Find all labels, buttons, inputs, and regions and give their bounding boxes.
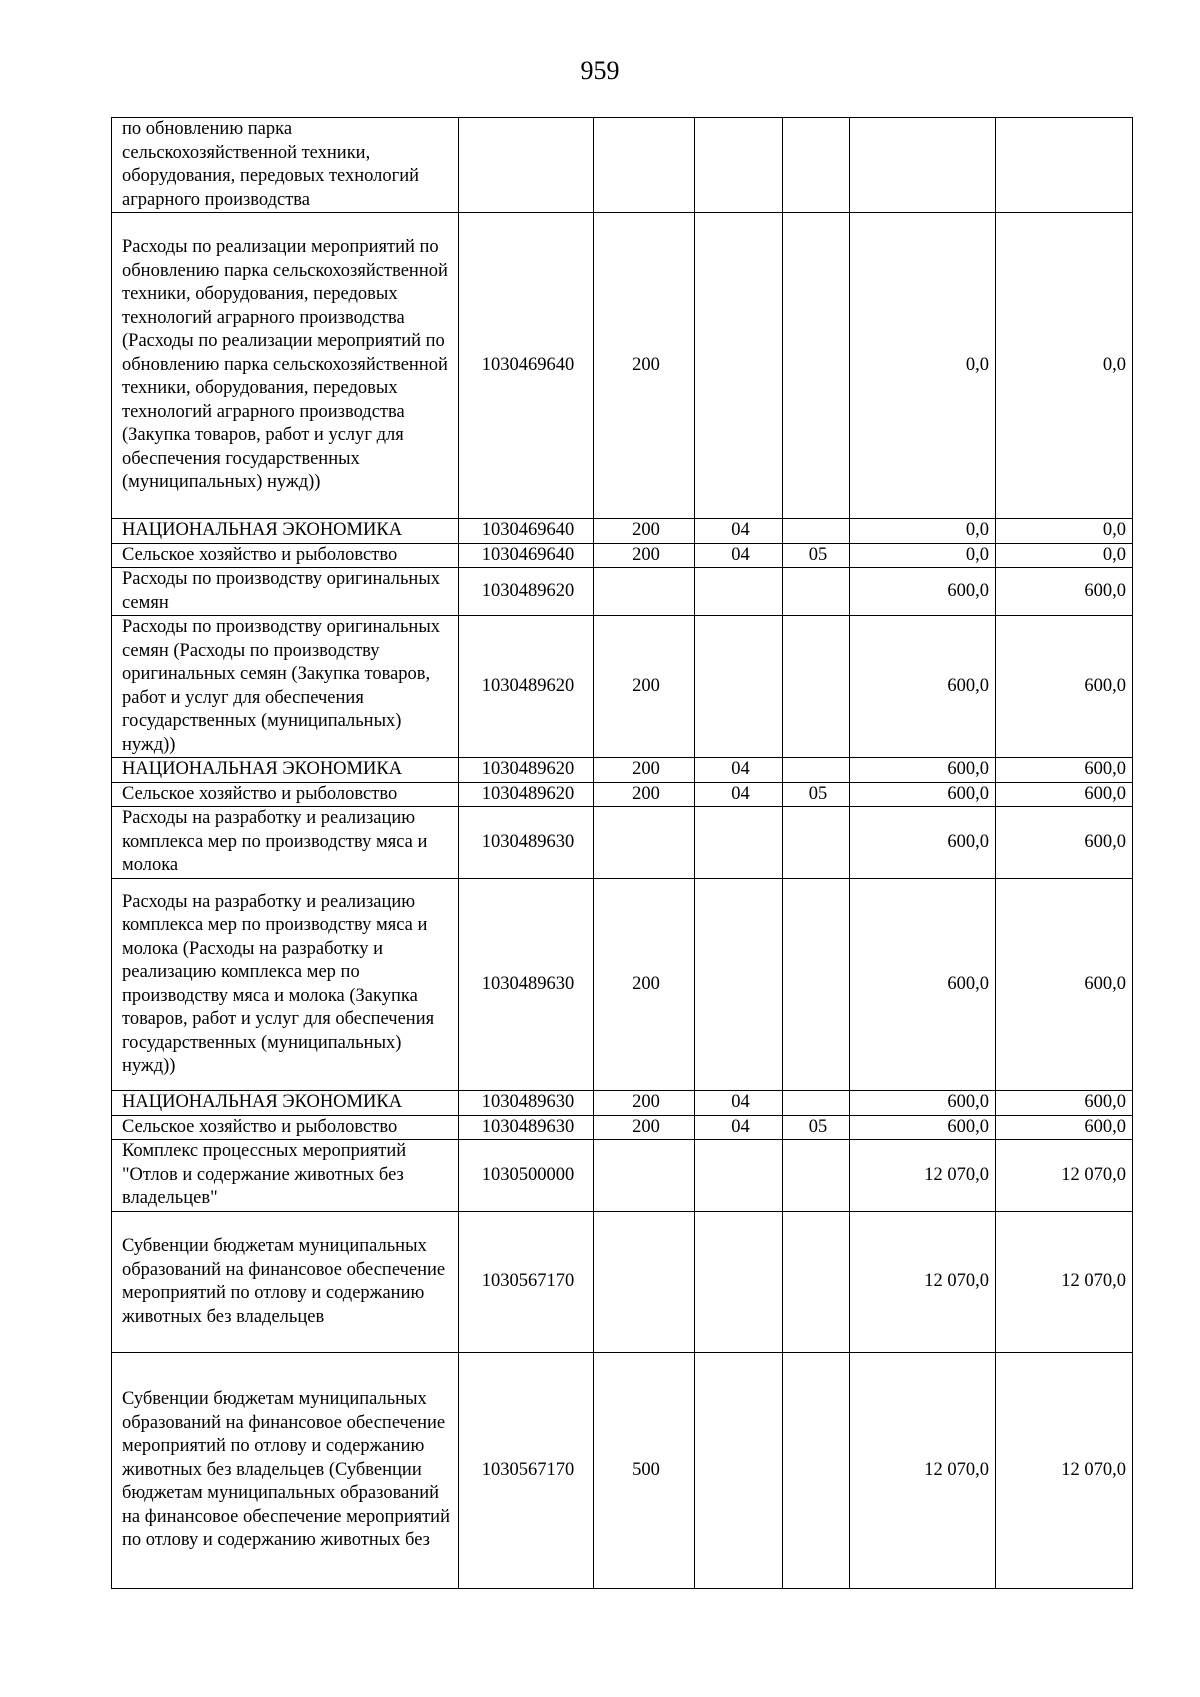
row-sum-1: 600,0 [850, 568, 996, 616]
row-sum-1: 600,0 [850, 1091, 996, 1116]
row-name: Расходы на разработку и реализацию комплекса мер по производству мяса и молока [112, 807, 459, 879]
row-target-code: 1030489630 [459, 807, 594, 879]
row-expense-type: 500 [594, 1353, 695, 1589]
row-expense-type: 200 [594, 213, 695, 519]
row-sum-2: 12 070,0 [996, 1212, 1133, 1353]
row-section: 04 [695, 1115, 783, 1140]
row-subsection [783, 1353, 850, 1589]
row-subsection [783, 118, 850, 213]
row-sum-1: 600,0 [850, 616, 996, 758]
row-subsection: 05 [783, 543, 850, 568]
table-row [112, 758, 1133, 783]
table-row [112, 879, 1133, 1091]
row-expense-type [594, 568, 695, 616]
page-number: 959 [580, 56, 620, 85]
row-target-code: 1030489630 [459, 1115, 594, 1140]
row-sum-2: 600,0 [996, 568, 1133, 616]
row-section [695, 807, 783, 879]
row-expense-type [594, 118, 695, 213]
row-sum-1 [850, 118, 996, 213]
row-target-code: 1030489620 [459, 758, 594, 783]
table-row [112, 782, 1133, 807]
row-sum-2: 600,0 [996, 1115, 1133, 1140]
row-subsection: 05 [783, 1115, 850, 1140]
row-target-code: 1030489620 [459, 782, 594, 807]
row-section [695, 213, 783, 519]
table-row [112, 1115, 1133, 1140]
row-sum-2 [996, 118, 1133, 213]
row-section: 04 [695, 1091, 783, 1116]
row-sum-2: 600,0 [996, 782, 1133, 807]
row-section: 04 [695, 782, 783, 807]
row-expense-type: 200 [594, 543, 695, 568]
row-section [695, 1353, 783, 1589]
row-target-code: 1030489620 [459, 568, 594, 616]
table-row [112, 543, 1133, 568]
row-expense-type [594, 807, 695, 879]
row-expense-type [594, 1212, 695, 1353]
row-sum-1: 600,0 [850, 807, 996, 879]
row-subsection [783, 1091, 850, 1116]
row-target-code: 1030489620 [459, 616, 594, 758]
table-row [112, 807, 1133, 879]
row-section: 04 [695, 543, 783, 568]
row-target-code: 1030489630 [459, 879, 594, 1091]
row-target-code: 1030567170 [459, 1212, 594, 1353]
row-expense-type: 200 [594, 879, 695, 1091]
table-row [112, 519, 1133, 544]
row-name: Расходы по производству оригинальных семян [112, 568, 459, 616]
table-row [112, 1091, 1133, 1116]
row-target-code: 1030500000 [459, 1140, 594, 1212]
row-sum-2: 600,0 [996, 879, 1133, 1091]
row-name: Расходы по реализации мероприятий по обновлению парка сельскохозяйственной техники, оборудования, передовых технологий аграрного производства (Расходы по реализации мероприятий по обновлению парка сельскохозяйственной техники, оборудования, передовых технологий аграрного производства (Закупка товаров, работ и услуг для обеспечения государственных (муниципальных) нужд)) [112, 213, 459, 519]
row-sum-2: 600,0 [996, 616, 1133, 758]
row-section [695, 879, 783, 1091]
row-subsection [783, 213, 850, 519]
row-section [695, 616, 783, 758]
row-subsection [783, 758, 850, 783]
table-body [112, 118, 1133, 1589]
row-section [695, 1140, 783, 1212]
row-subsection [783, 879, 850, 1091]
row-sum-1: 600,0 [850, 879, 996, 1091]
row-target-code: 1030469640 [459, 213, 594, 519]
row-subsection [783, 568, 850, 616]
row-subsection [783, 519, 850, 544]
row-name: НАЦИОНАЛЬНАЯ ЭКОНОМИКА [112, 1091, 459, 1116]
table-row [112, 1212, 1133, 1353]
row-expense-type: 200 [594, 1115, 695, 1140]
table-row [112, 1140, 1133, 1212]
row-section [695, 118, 783, 213]
row-subsection [783, 1212, 850, 1353]
row-sum-1: 0,0 [850, 519, 996, 544]
budget-table [111, 117, 1133, 1589]
row-subsection: 05 [783, 782, 850, 807]
row-sum-2: 12 070,0 [996, 1140, 1133, 1212]
row-name: Расходы по производству оригинальных семян (Расходы по производству оригинальных семян (Закупка товаров, работ и услуг для обеспечения государственных (муниципальных) нужд)) [112, 616, 459, 758]
row-sum-2: 600,0 [996, 758, 1133, 783]
row-name: по обновлению парка сельскохозяйственной техники, оборудования, передовых технологий аграрного производства [112, 118, 459, 213]
row-sum-1: 12 070,0 [850, 1353, 996, 1589]
row-name: Сельское хозяйство и рыболовство [112, 782, 459, 807]
table-row [112, 213, 1133, 519]
row-expense-type: 200 [594, 519, 695, 544]
row-name: Расходы на разработку и реализацию комплекса мер по производству мяса и молока (Расходы на разработку и реализацию комплекса мер по производству мяса и молока (Закупка товаров, работ и услуг для обеспечения государственных (муниципальных) нужд)) [112, 879, 459, 1091]
row-target-code: 1030489630 [459, 1091, 594, 1116]
row-section: 04 [695, 758, 783, 783]
row-name: Сельское хозяйство и рыболовство [112, 543, 459, 568]
row-sum-1: 12 070,0 [850, 1212, 996, 1353]
row-name: Субвенции бюджетам муниципальных образований на финансовое обеспечение мероприятий по отлову и содержанию животных без владельцев (Субвенции бюджетам муниципальных образований на финансовое обеспечение мероприятий по отлову и содержанию животных без [112, 1353, 459, 1589]
row-sum-1: 600,0 [850, 782, 996, 807]
table-row [112, 568, 1133, 616]
row-sum-2: 0,0 [996, 519, 1133, 544]
table-row [112, 616, 1133, 758]
row-subsection [783, 1140, 850, 1212]
row-expense-type: 200 [594, 758, 695, 783]
row-sum-1: 0,0 [850, 543, 996, 568]
row-name: Комплекс процессных мероприятий "Отлов и содержание животных без владельцев" [112, 1140, 459, 1212]
row-sum-1: 12 070,0 [850, 1140, 996, 1212]
row-sum-2: 600,0 [996, 1091, 1133, 1116]
table-row [112, 118, 1133, 213]
row-expense-type: 200 [594, 616, 695, 758]
row-expense-type: 200 [594, 782, 695, 807]
row-target-code: 1030469640 [459, 519, 594, 544]
row-name: НАЦИОНАЛЬНАЯ ЭКОНОМИКА [112, 519, 459, 544]
row-name: Субвенции бюджетам муниципальных образований на финансовое обеспечение мероприятий по отлову и содержанию животных без владельцев [112, 1212, 459, 1353]
row-sum-2: 0,0 [996, 543, 1133, 568]
row-sum-1: 600,0 [850, 1115, 996, 1140]
row-target-code: 1030567170 [459, 1353, 594, 1589]
row-section [695, 568, 783, 616]
row-subsection [783, 807, 850, 879]
table-row [112, 1353, 1133, 1589]
row-expense-type: 200 [594, 1091, 695, 1116]
row-sum-2: 12 070,0 [996, 1353, 1133, 1589]
row-name: Сельское хозяйство и рыболовство [112, 1115, 459, 1140]
row-sum-1: 0,0 [850, 213, 996, 519]
row-target-code: 1030469640 [459, 543, 594, 568]
row-section [695, 1212, 783, 1353]
row-subsection [783, 616, 850, 758]
row-section: 04 [695, 519, 783, 544]
row-sum-2: 600,0 [996, 807, 1133, 879]
row-target-code [459, 118, 594, 213]
row-name: НАЦИОНАЛЬНАЯ ЭКОНОМИКА [112, 758, 459, 783]
row-expense-type [594, 1140, 695, 1212]
row-sum-2: 0,0 [996, 213, 1133, 519]
row-sum-1: 600,0 [850, 758, 996, 783]
